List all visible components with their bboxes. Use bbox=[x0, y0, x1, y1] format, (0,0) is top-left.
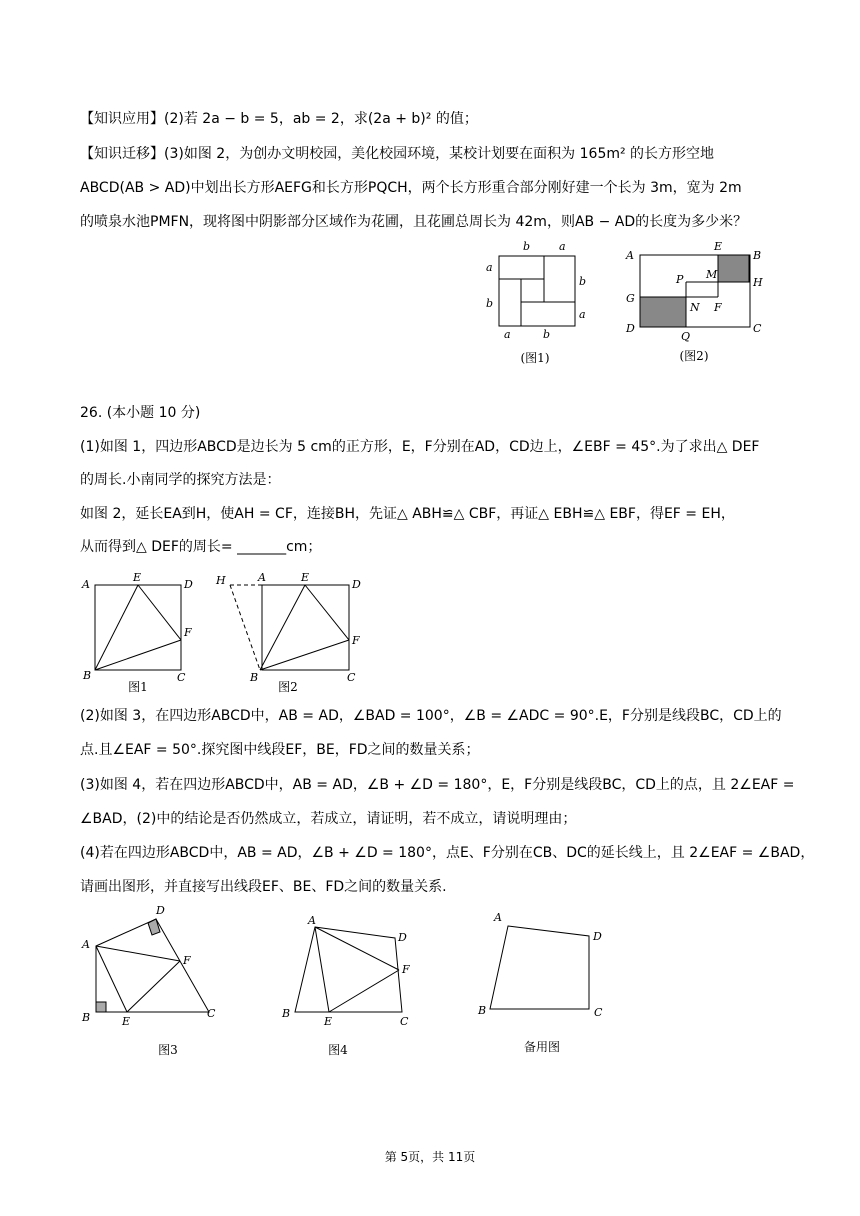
fig2-label-H: H bbox=[753, 276, 763, 289]
q25-line-rectangles: ABCD(AB > AD)中划出长方形AEFG和长方形PQCH，两个长方形重合部分刚好建一个长为 3m，宽为 2m bbox=[80, 180, 742, 196]
q25-line-knowledge-application: 【知识应用】(2)若 2a − b = 5，ab = 2，求(2a + b)² 的值； bbox=[80, 111, 478, 127]
q26-fig1-label-E: E bbox=[133, 571, 142, 584]
fig2-label-G: G bbox=[626, 292, 635, 305]
fig2-label-N: N bbox=[690, 301, 700, 314]
q26-fig2-label-A: A bbox=[258, 571, 266, 584]
fig1-label-b-right: b bbox=[579, 275, 587, 288]
page-footer: 第 5页，共 11页 bbox=[384, 1150, 476, 1164]
fig1-label-a-top: a bbox=[559, 240, 566, 253]
q26-fig2-label-E: E bbox=[301, 571, 310, 584]
fig2-label-E: E bbox=[714, 240, 723, 253]
q26-fig2-label-B: B bbox=[250, 671, 259, 684]
q26-part1-line3: 如图 2，延长EA到H，使AH = CF，连接BH，先证△ ABH≌△ CBF，再证△ EBH≌△ EBF，得EF = EH， bbox=[80, 506, 735, 522]
q26-fig1-label-B: B bbox=[83, 669, 92, 682]
fig2-label-P: P bbox=[676, 273, 684, 286]
q26-part2-line2: 点.且∠EAF = 50°.探究图中线段EF，BE，FD之间的数量关系； bbox=[80, 742, 480, 758]
q26-part2-line1: (2)如图 3，在四边形ABCD中，AB = AD，∠BAD = 100°，∠B = ∠ADC = 90°.E，F分别是线段BC，CD上的 bbox=[80, 708, 782, 724]
q26-fig4-label-C: C bbox=[400, 1015, 409, 1028]
q26-fig3-label-D: D bbox=[156, 904, 165, 917]
q26-fig4-label-E: E bbox=[324, 1015, 333, 1028]
spare-caption: 备用图 bbox=[523, 1040, 561, 1054]
q26-fig2-label-F: F bbox=[352, 634, 360, 647]
q26-part1-line1: (1)如图 1，四边形ABCD是边长为 5 cm的正方形，E，F分别在AD，CD边上，∠EBF = 45°.为了求出△ DEF bbox=[80, 439, 760, 455]
fig2-label-F: F bbox=[714, 301, 722, 314]
q26-fig3-label-C: C bbox=[207, 1007, 216, 1020]
q26-part4-line1: (4)若在四边形ABCD中，AB = AD，∠B + ∠D = 180°，点E、F分别在CB、DC的延长线上，且 2∠EAF = ∠BAD， bbox=[80, 845, 815, 861]
q25-line-knowledge-transfer: 【知识迁移】(3)如图 2，为创办文明校园，美化校园环境，某校计划要在面积为 165m² 的长方形空地 bbox=[80, 146, 715, 162]
q25-line-fountain: 的喷泉水池PMFN，现将图中阴影部分区域作为花圃，且花圃总周长为 42m，则AB − AD的长度为多少米？ bbox=[80, 214, 748, 230]
fig1-label-b-left: b bbox=[486, 297, 494, 310]
q26-fig3-label-B: B bbox=[82, 1011, 91, 1024]
fig1-label-a-left: a bbox=[486, 261, 493, 274]
q26-part1-line2: 的周长.小南同学的探究方法是： bbox=[80, 472, 281, 488]
fig1-label-a-right: a bbox=[579, 308, 586, 321]
q26-heading: 26. (本小题 10 分) bbox=[80, 405, 201, 421]
q26-fig1-label-A: A bbox=[82, 578, 90, 591]
q26-spare-figure bbox=[472, 904, 622, 1068]
q26-part1-line4: 从而得到△ DEF的周长= _______cm； bbox=[80, 539, 322, 555]
q26-figure-4 bbox=[278, 904, 428, 1068]
q26-fig3-caption: 图3 bbox=[158, 1043, 178, 1057]
q26-figure-2 bbox=[212, 570, 372, 702]
spare-label-B: B bbox=[478, 1004, 487, 1017]
fig2-label-B: B bbox=[753, 249, 762, 262]
fig2-label-Q: Q bbox=[681, 330, 691, 343]
q26-fig2-caption: 图2 bbox=[278, 680, 298, 694]
spare-label-D: D bbox=[593, 930, 602, 943]
q25-figure-2 bbox=[618, 238, 768, 374]
q26-part4-line2: 请画出图形，并直接写出线段EF、BE、FD之间的数量关系. bbox=[80, 879, 447, 895]
q26-fig2-label-C: C bbox=[347, 671, 356, 684]
q25-figure-1 bbox=[480, 238, 590, 374]
fig2-caption: (图2) bbox=[679, 349, 709, 363]
q26-part3-line2: ∠BAD，(2)中的结论是否仍然成立，若成立，请证明，若不成立，请说明理由； bbox=[80, 811, 577, 827]
spare-label-C: C bbox=[594, 1006, 603, 1019]
fig2-label-A: A bbox=[626, 249, 634, 262]
q26-fig4-label-B: B bbox=[282, 1007, 291, 1020]
q26-fig4-label-F: F bbox=[402, 963, 410, 976]
q26-fig1-label-C: C bbox=[177, 671, 186, 684]
q26-fig1-label-F: F bbox=[184, 626, 192, 639]
q26-fig3-label-A: A bbox=[82, 938, 90, 951]
q26-fig2-label-D: D bbox=[352, 578, 361, 591]
fig2-label-M: M bbox=[706, 268, 718, 281]
q26-fig3-label-F: F bbox=[183, 954, 191, 967]
fig1-label-b-top: b bbox=[523, 240, 531, 253]
fig1-caption: (图1) bbox=[520, 351, 550, 365]
q26-part3-line1: (3)如图 4，若在四边形ABCD中，AB = AD，∠B + ∠D = 180°，E，F分别是线段BC，CD上的点，且 2∠EAF = bbox=[80, 777, 795, 793]
q26-fig3-label-E: E bbox=[122, 1015, 131, 1028]
q26-figure-3 bbox=[76, 904, 226, 1068]
q26-fig1-caption: 图1 bbox=[128, 680, 148, 694]
fig2-label-C: C bbox=[753, 322, 762, 335]
spare-label-A: A bbox=[494, 911, 502, 924]
q26-fig1-label-D: D bbox=[184, 578, 193, 591]
q26-figure-1 bbox=[78, 570, 198, 702]
q26-fig4-caption: 图4 bbox=[328, 1043, 348, 1057]
q26-fig4-label-A: A bbox=[308, 914, 316, 927]
q26-fig2-label-H: H bbox=[216, 574, 226, 587]
fig2-label-D: D bbox=[626, 322, 635, 335]
fig1-label-a-bottom: a bbox=[504, 328, 511, 341]
fig1-label-b-bottom: b bbox=[543, 328, 551, 341]
q26-fig4-label-D: D bbox=[398, 931, 407, 944]
